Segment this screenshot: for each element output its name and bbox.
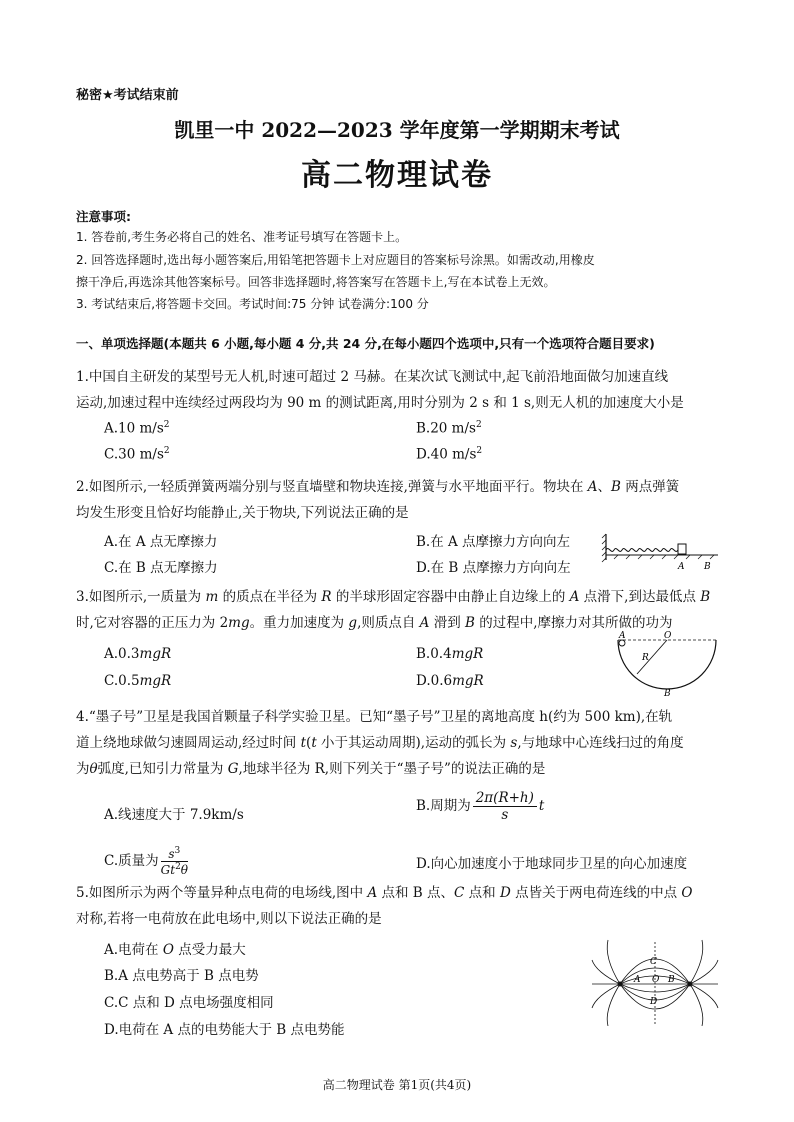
exam-subtitle: 高二物理试卷 bbox=[301, 158, 493, 193]
q3-line: 3.如图所示,一质量为 m 的质点在半径为 R 的半球形固定容器中由静止自边缘上的 A 点滑下,到达最低点 B bbox=[76, 589, 711, 605]
q3-option-d: D.0.6mgR bbox=[416, 673, 484, 689]
notice-item: 2. 回答选择题时,选出每小题答案后,用铅笔把答题卡上对应题目的答案标号涂黑。如需改动,用橡皮 bbox=[76, 253, 595, 267]
q4-option-c: C.质量为 $\frac{s^3}{Gt^2\theta}$ bbox=[104, 846, 189, 877]
secret-label: 秘密★考试结束前 bbox=[76, 88, 179, 103]
q3-line: 时,它对容器的正压力为 2mg。重力加速度为 g,则质点自 A 滑到 B 的过程中,摩擦力对其所做的功为 bbox=[76, 615, 673, 631]
q2-line: 2.如图所示,一轻质弹簧两端分别与竖直墙壁和物块连接,弹簧与水平地面平行。物块在 A、B 两点弹簧 bbox=[76, 479, 680, 495]
fig-label-b: B bbox=[704, 562, 711, 572]
q4-line: 为θ弧度,已知引力常量为 G,地球半径为 R,则下列关于“墨子号”的说法正确的是 bbox=[76, 761, 546, 777]
q4-line: 道上绕地球做匀速圆周运动,经过时间 t(t 小于其运动周期),运动的弧长为 s,与地球中心连线扫过的角度 bbox=[76, 735, 684, 751]
q5-option-d: D.电荷在 A 点的电势能大于 B 点电势能 bbox=[104, 1022, 345, 1038]
q3-option-b: B.0.4mgR bbox=[416, 646, 484, 662]
q1-option-b: B.20 $m/s^2$ bbox=[416, 420, 482, 437]
q5-option-c: C.C 点和 D 点电场强度相同 bbox=[104, 995, 274, 1011]
fig-label-d: D bbox=[650, 997, 658, 1007]
question-4 bbox=[76, 704, 722, 782]
question-3 bbox=[76, 584, 722, 636]
q5-option-a: A.电荷在 O 点受力最大 bbox=[104, 942, 246, 958]
q4-option-a: A.线速度大于 7.9km/s bbox=[104, 807, 244, 823]
fig-label-c: C bbox=[650, 957, 657, 967]
fig-label-o: O bbox=[652, 975, 660, 985]
fig-label-r: R bbox=[642, 653, 649, 663]
field-lines-figure bbox=[590, 938, 720, 1026]
question-2 bbox=[76, 474, 722, 526]
q1-line: 运动,加速过程中连续经过两段均为 90 m 的测试距离,用时分别为 2 s 和 1 s,则无人机的加速度大小是 bbox=[76, 395, 684, 411]
q2-option-a: A.在 A 点无摩擦力 bbox=[104, 534, 218, 550]
fig-label-a: A bbox=[634, 975, 641, 985]
page-footer: 高二物理试卷 第1页(共4页) bbox=[322, 1078, 472, 1092]
q4-option-b: B.周期为 $\frac{2\pi(R+h)}{s}$ t bbox=[416, 790, 545, 823]
q2-option-c: C.在 B 点无摩擦力 bbox=[104, 560, 218, 576]
spring-figure bbox=[600, 530, 720, 572]
notice-item: 1. 答卷前,考生务必将自己的姓名、准考证号填写在答题卡上。 bbox=[76, 230, 408, 244]
hemisphere-figure bbox=[612, 630, 722, 698]
notice-item: 擦干净后,再选涂其他答案标号。回答非选择题时,将答案写在答题卡上,写在本试卷上无效。 bbox=[76, 275, 556, 289]
notice-item: 3. 考试结束后,将答题卡交回。考试时间:75 分钟 试卷满分:100 分 bbox=[76, 297, 429, 311]
fig-label-b: B bbox=[668, 975, 675, 985]
fig-label-o: O bbox=[664, 631, 672, 641]
q4-option-d: D.向心加速度小于地球同步卫星的向心加速度 bbox=[416, 856, 688, 872]
q1-option-c: C.30 $m/s^2$ bbox=[104, 446, 170, 463]
q3-option-c: C.0.5mgR bbox=[104, 673, 172, 689]
notice-heading: 注意事项: bbox=[76, 209, 131, 224]
q1-option-a: A.10 $m/s^2$ bbox=[104, 420, 170, 437]
q3-option-a: A.0.3mgR bbox=[104, 646, 172, 662]
question-5 bbox=[76, 880, 722, 932]
section-heading: 一、单项选择题(本题共 6 小题,每小题 4 分,共 24 分,在每小题四个选项中,只有一个选项符合题目要求) bbox=[76, 336, 655, 351]
fig-label-b: B bbox=[664, 689, 671, 698]
q1-option-d: D.40 $m/s^2$ bbox=[416, 446, 483, 463]
q2-line: 均发生形变且恰好均能静止,关于物块,下列说法正确的是 bbox=[76, 505, 409, 521]
q1-line: 1.中国自主研发的某型号无人机,时速可超过 2 马赫。在某次试飞测试中,起飞前沿地面做匀加速直线 bbox=[76, 369, 669, 385]
q2-option-d: D.在 B 点摩擦力方向向左 bbox=[416, 560, 571, 576]
q4-line: 4.“墨子号”卫星是我国首颗量子科学实验卫星。已知“墨子号”卫星的离地高度 h(约为 500 km),在轨 bbox=[76, 709, 673, 725]
q5-line: 5.如图所示为两个等量异种点电荷的电场线,图中 A 点和 B 点、C 点和 D 点皆关于两电荷连线的中点 O bbox=[76, 885, 693, 901]
question-1 bbox=[76, 364, 722, 416]
q5-option-b: B.A 点电势高于 B 点电势 bbox=[104, 968, 259, 984]
q2-option-b: B.在 A 点摩擦力方向向左 bbox=[416, 534, 571, 550]
fig-label-a: A bbox=[678, 562, 685, 572]
q5-line: 对称,若将一电荷放在此电场中,则以下说法正确的是 bbox=[76, 911, 382, 927]
exam-title: 凯里一中 2022—2023 学年度第一学期期末考试 bbox=[174, 118, 620, 142]
fig-label-a: A bbox=[619, 631, 626, 641]
